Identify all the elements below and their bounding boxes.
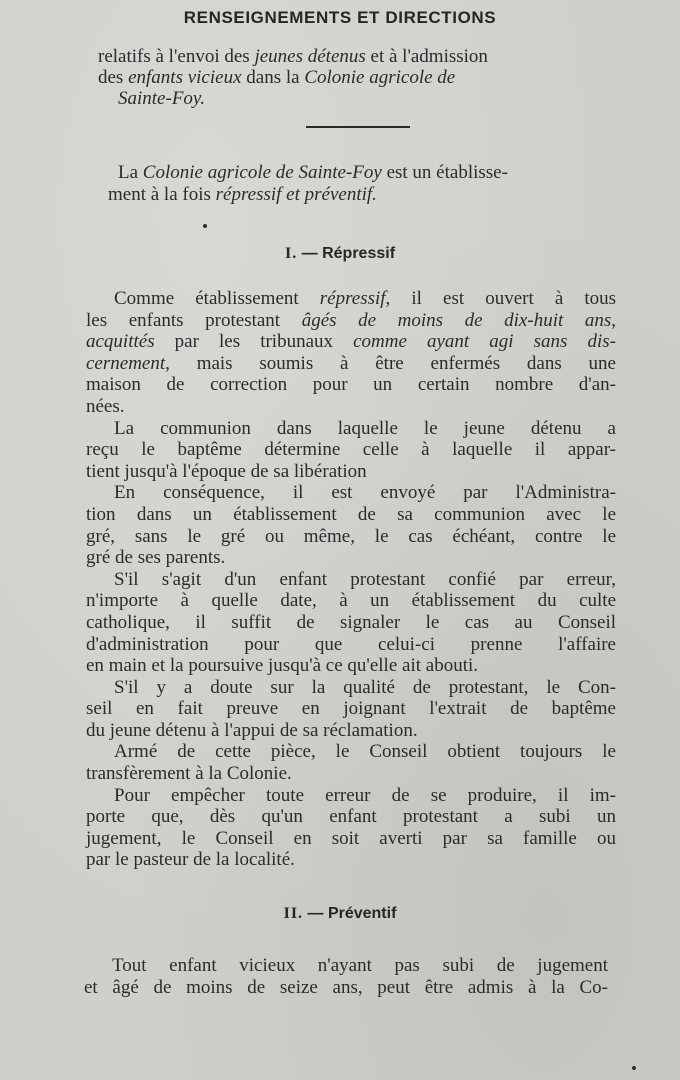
section-preventif-body	[84, 955, 608, 998]
text-line: tient jusqu'à l'époque de sa libération	[86, 460, 367, 482]
text-line: reçu le baptême détermine celle à laquelle il appar-	[86, 439, 616, 461]
section-repressif-body	[86, 288, 616, 871]
text-line: par le pasteur de la localité.	[86, 849, 295, 871]
text-line: Armé de cette pièce, le Conseil obtient toujours le	[114, 741, 616, 763]
text-line: nées.	[86, 395, 125, 417]
subtitle-line-1: relatifs à l'envoi des jeunes détenus et à l'admission	[98, 46, 488, 67]
text-line: La communion dans laquelle le jeune détenu a	[114, 417, 616, 439]
text-line: d'administration pour que celui-ci prenne l'affaire	[86, 633, 616, 655]
print-speck	[203, 224, 207, 228]
text-line: gré de ses parents.	[86, 547, 226, 569]
subtitle-line-2: des enfants vicieux dans la Colonie agricole de	[98, 67, 456, 88]
text-line: transfèrement à la Colonie.	[86, 763, 292, 785]
intro-line: La Colonie agricole de Sainte-Foy est un établisse-	[118, 162, 508, 183]
text-line: et âgé de moins de seize ans, peut être admis à la Co-	[84, 976, 608, 998]
text-line: les enfants protestant âgés de moins de dix-huit ans,	[86, 309, 616, 331]
text-line: du jeune détenu à l'appui de sa réclamation.	[86, 719, 418, 741]
print-speck	[632, 1066, 636, 1070]
section-heading-preventif: II. — Préventif	[283, 905, 397, 922]
text-line: Pour empêcher toute erreur de se produire, il im-	[114, 784, 616, 806]
text-line: S'il s'agit d'un enfant protestant confié par erreur,	[114, 568, 616, 590]
text-line: tion dans un établissement de sa communion avec le	[86, 503, 616, 525]
text-line: catholique, il suffit de signaler le cas au Conseil	[86, 611, 616, 633]
text-line: porte que, dès qu'un enfant protestant a subi un	[86, 806, 616, 828]
text-line: acquittés par les tribunaux comme ayant agi sans dis-	[86, 331, 617, 353]
section-heading-repressif: I. — Répressif	[284, 245, 396, 262]
text-line: cernement, mais soumis à être enfermés dans une	[86, 352, 616, 374]
text-line: S'il y a doute sur la qualité de protestant, le Con-	[114, 676, 616, 698]
text-line: Comme établissement répressif, il est ouvert à tous	[114, 288, 617, 309]
text-line: En conséquence, il est envoyé par l'Administra-	[114, 482, 616, 504]
text-line: seil en fait preuve en joignant l'extrait de baptême	[86, 698, 616, 720]
text-line: jugement, le Conseil en soit averti par sa famille ou	[86, 827, 616, 849]
text-line: Tout enfant vicieux n'ayant pas subi de jugement	[112, 955, 608, 976]
separator-rule	[306, 126, 410, 128]
text-line: en main et la poursuive jusqu'à ce qu'elle ait abouti.	[86, 655, 479, 677]
text-line: n'importe à quelle date, à un établissement du culte	[86, 590, 616, 612]
subtitle-line-3: Sainte-Foy.	[118, 88, 206, 109]
intro-paragraph	[108, 162, 620, 205]
text-line: gré, sans le gré ou même, le cas échéant, contre le	[86, 525, 616, 547]
text-line: maison de correction pour un certain nombre d'an-	[86, 374, 616, 396]
page-title: RENSEIGNEMENTS ET DIRECTIONS	[183, 8, 497, 27]
intro-line: ment à la fois répressif et préventif.	[108, 183, 377, 205]
